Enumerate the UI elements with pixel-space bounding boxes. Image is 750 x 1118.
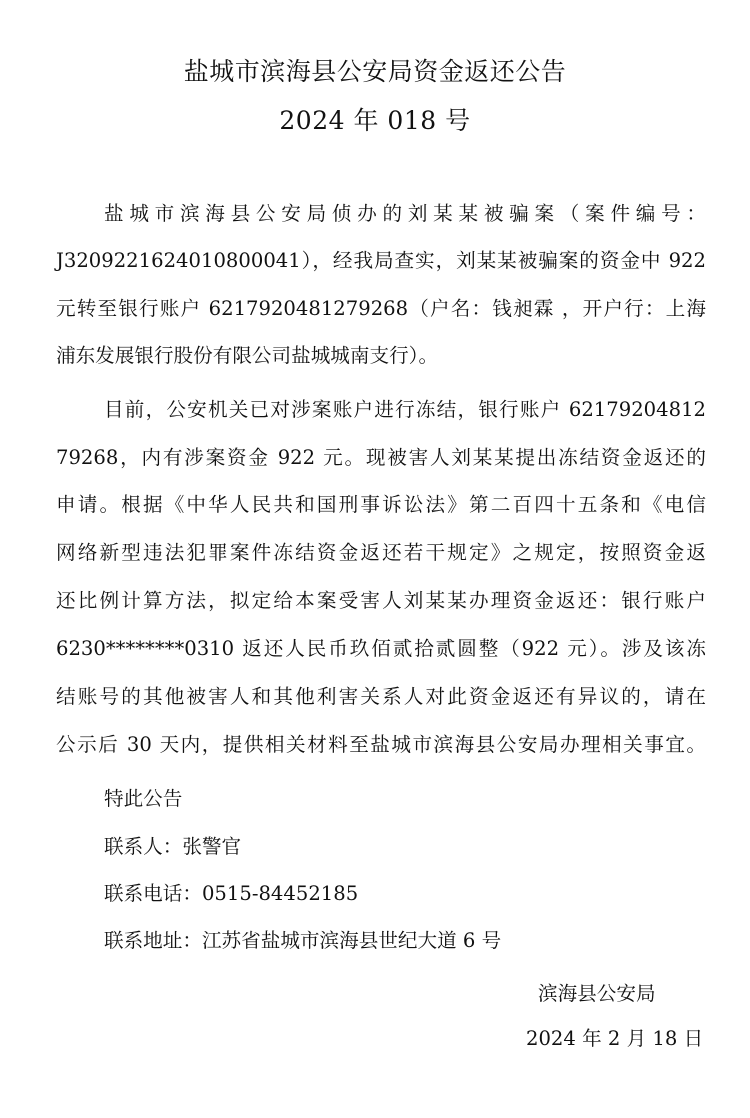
- paragraph-2-line-5: 还比例计算方法，拟定给本案受害人刘某某办理资金返还：银行账户: [56, 589, 706, 612]
- notice-number: 2024 年 018 号: [279, 106, 471, 135]
- paragraph-1-line-1: 盐城市滨海县公安局侦办的刘某某被骗案（案件编号：: [104, 202, 706, 225]
- contact-phone: 联系电话：0515-84452185: [104, 882, 359, 905]
- paragraph-1-line-2: J3209221624010800041），经我局查实，刘某某被骗案的资金中 922: [56, 249, 706, 272]
- paragraph-1-line-3: 元转至银行账户 6217920481279268（户名：钱昶霖 ，开户行：上海: [56, 297, 706, 320]
- paragraph-2-line-4: 网络新型违法犯罪案件冻结资金返还若干规定》之规定，按照资金返: [56, 541, 706, 564]
- paragraph-2-line-2: 79268，内有涉案资金 922 元。现被害人刘某某提出冻结资金返还的: [56, 446, 706, 469]
- contact-address: 联系地址：江苏省盐城市滨海县世纪大道 6 号: [104, 929, 502, 952]
- paragraph-2-line-3: 申请。根据《中华人民共和国刑事诉讼法》第二百四十五条和《电信: [56, 493, 706, 516]
- paragraph-2-line-1: 目前，公安机关已对涉案账户进行冻结，银行账户 62179204812: [104, 398, 706, 421]
- closing-text: 特此公告: [104, 787, 183, 810]
- paragraph-2-line-7: 结账号的其他被害人和其他利害关系人对此资金返还有异议的，请在: [56, 685, 706, 708]
- issuer-name: 滨海县公安局: [538, 982, 656, 1005]
- paragraph-2-line-8: 公示后 30 天内，提供相关材料至盐城市滨海县公安局办理相关事宜。: [56, 733, 706, 756]
- paragraph-2-line-6: 6230********0310 返还人民币玖佰贰拾贰圆整（922 元）。涉及该冻: [56, 637, 706, 660]
- contact-person: 联系人：张警官: [104, 835, 242, 858]
- paragraph-1-line-4: 浦东发展银行股份有限公司盐城城南支行）。: [56, 344, 439, 367]
- issue-date: 2024 年 2 月 18 日: [526, 1027, 704, 1050]
- notice-title: 盐城市滨海县公安局资金返还公告: [183, 57, 567, 86]
